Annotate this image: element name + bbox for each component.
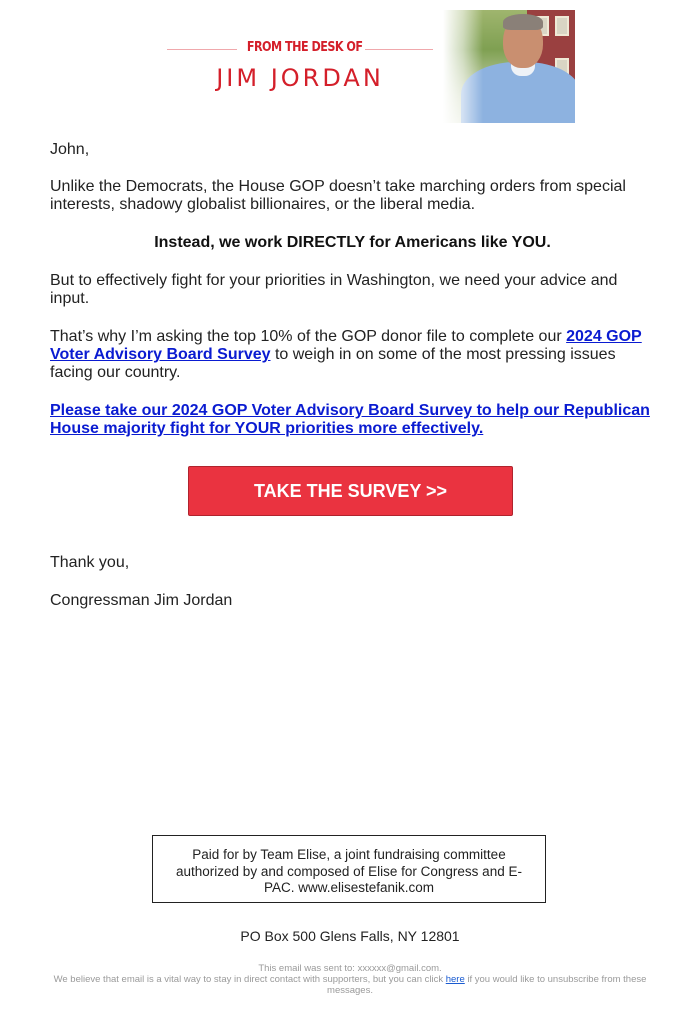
- greeting: John,: [50, 141, 90, 158]
- signature: Congressman Jim Jordan: [50, 592, 233, 609]
- unsubscribe-notice: [45, 974, 655, 996]
- from-desk-label: FROM THE DESK OF: [246, 40, 363, 55]
- sent-to-notice: This email was sent to: xxxxxx@gmail.com.: [258, 963, 442, 974]
- sender-photo: [443, 10, 575, 123]
- emphasis-line: Instead, we work DIRECTLY for Americans like YOU.: [154, 234, 551, 251]
- paragraph-survey-after: to weigh in on some of the most pressing issues facing our country.: [50, 346, 616, 381]
- take-survey-button[interactable]: TAKE THE SURVEY >>: [188, 466, 513, 516]
- header-rule-right: [365, 49, 433, 50]
- paragraph-advice: But to effectively fight for your priorities in Washington, we need your advice and input.: [50, 272, 618, 307]
- unsubscribe-link[interactable]: here: [445, 974, 465, 985]
- survey-cta-link[interactable]: Please take our 2024 GOP Voter Advisory Board Survey to help our Republican House majority fight for YOUR priorities more effectively.: [50, 402, 650, 437]
- paragraph-survey-before: That’s why I’m asking the top 10% of the GOP donor file to complete our: [50, 328, 567, 345]
- mailing-address: PO Box 500 Glens Falls, NY 12801: [240, 928, 460, 944]
- paragraph-survey: [50, 328, 655, 382]
- email-header: [0, 0, 700, 130]
- photo-hair: [503, 14, 543, 30]
- survey-inline-link[interactable]: 2024 GOP Voter Advisory Board Survey: [50, 328, 642, 363]
- cta-link-paragraph: [50, 402, 655, 438]
- sender-name-title: JIM JORDAN: [216, 64, 384, 92]
- signoff: Thank you,: [50, 554, 130, 571]
- unsubscribe-after: if you would like to unsubscribe from these messages.: [327, 974, 647, 996]
- unsubscribe-before: We believe that email is a vital way to stay in direct contact with supporters, but you can click: [53, 974, 446, 985]
- paid-for-disclaimer: Paid for by Team Elise, a joint fundraising committee authorized by and composed of Elise for Congress and E-PAC. www.elisestefanik.com: [152, 835, 546, 903]
- photo-window: [555, 16, 569, 36]
- photo-fade: [443, 10, 483, 123]
- fine-print: [45, 963, 655, 996]
- paragraph-intro: Unlike the Democrats, the House GOP doesn’t take marching orders from special interests, shadowy globalist billionaires, or the liberal media.: [50, 178, 626, 213]
- header-rule-left: [167, 49, 237, 50]
